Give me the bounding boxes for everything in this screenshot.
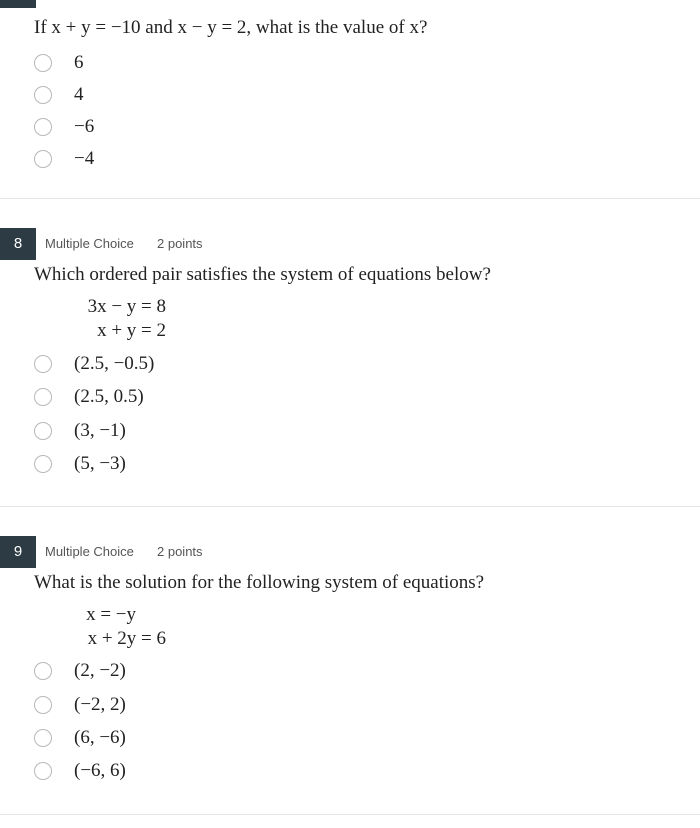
question-header xyxy=(0,228,700,260)
answer-option[interactable] xyxy=(34,760,434,786)
answer-label: (2.5, −0.5) xyxy=(74,353,155,374)
answer-label: (3, −1) xyxy=(74,420,126,441)
radio-button[interactable] xyxy=(34,150,52,168)
question-header xyxy=(0,536,700,568)
question-8 xyxy=(0,228,700,507)
answer-label: 4 xyxy=(74,84,84,105)
question-7 xyxy=(0,0,700,199)
answer-label: −4 xyxy=(74,148,95,169)
radio-button[interactable] xyxy=(34,696,52,714)
answer-label: (2.5, 0.5) xyxy=(74,386,144,407)
equation-system xyxy=(80,296,166,344)
radio-button[interactable] xyxy=(34,729,52,747)
answer-label: (6, −6) xyxy=(74,727,126,748)
question-type: Multiple Choice xyxy=(45,544,134,559)
radio-button[interactable] xyxy=(34,762,52,780)
answer-label: (5, −3) xyxy=(74,453,126,474)
equation: x + 2y = 6 xyxy=(87,628,166,649)
answer-option[interactable] xyxy=(34,84,434,110)
question-number-badge: 9 xyxy=(0,536,36,568)
answer-option[interactable] xyxy=(34,386,434,412)
question-points: 2 points xyxy=(157,236,203,251)
answer-option[interactable] xyxy=(34,353,434,379)
equation-system xyxy=(80,604,166,652)
answer-label: (−6, 6) xyxy=(74,760,126,781)
question-type: Multiple Choice xyxy=(45,236,134,251)
equation: 3x − y = 8 xyxy=(87,296,166,317)
answer-option[interactable] xyxy=(34,660,434,686)
equation: x = −y xyxy=(86,604,136,625)
radio-button[interactable] xyxy=(34,388,52,406)
question-number-badge xyxy=(0,0,36,8)
question-points: 2 points xyxy=(157,544,203,559)
answer-label: 6 xyxy=(74,52,84,73)
answer-option[interactable] xyxy=(34,420,434,446)
question-text: If x + y = −10 and x − y = 2, what is the value of x? xyxy=(34,17,428,38)
equation: x + y = 2 xyxy=(97,320,166,341)
question-text: What is the solution for the following system of equations? xyxy=(34,572,485,593)
answer-label: (−2, 2) xyxy=(74,694,126,715)
question-text: Which ordered pair satisfies the system of equations below? xyxy=(34,264,491,285)
radio-button[interactable] xyxy=(34,54,52,72)
question-9 xyxy=(0,536,700,815)
radio-button[interactable] xyxy=(34,455,52,473)
answer-option[interactable] xyxy=(34,116,434,142)
answer-label: (2, −2) xyxy=(74,660,126,681)
radio-button[interactable] xyxy=(34,355,52,373)
answer-option[interactable] xyxy=(34,148,434,174)
answer-option[interactable] xyxy=(34,52,434,78)
radio-button[interactable] xyxy=(34,118,52,136)
answer-option[interactable] xyxy=(34,453,434,479)
radio-button[interactable] xyxy=(34,86,52,104)
answer-option[interactable] xyxy=(34,727,434,753)
answer-label: −6 xyxy=(74,116,95,137)
radio-button[interactable] xyxy=(34,662,52,680)
radio-button[interactable] xyxy=(34,422,52,440)
question-number-badge: 8 xyxy=(0,228,36,260)
answer-option[interactable] xyxy=(34,694,434,720)
